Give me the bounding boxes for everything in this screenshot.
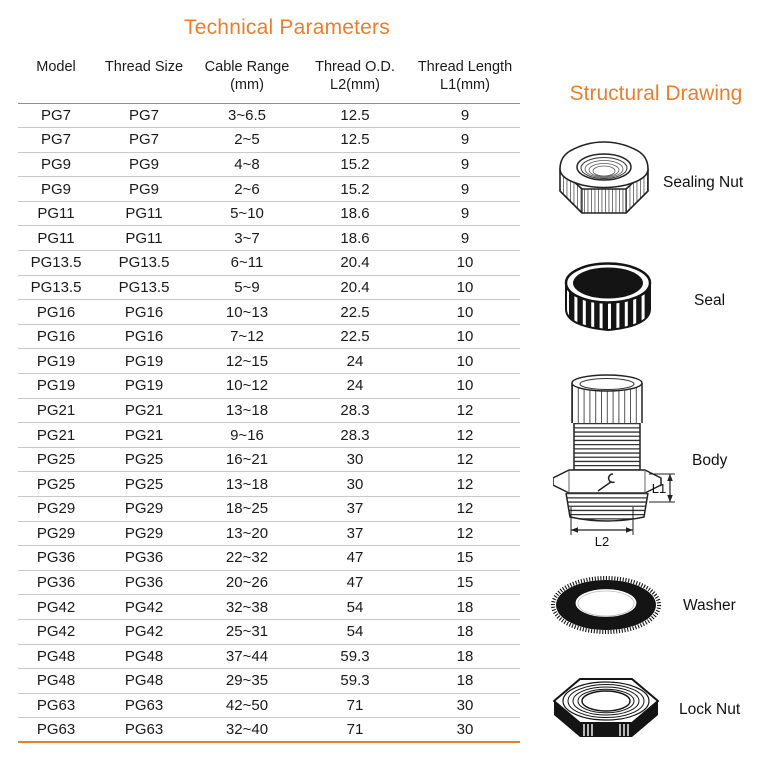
table-cell: PG48 — [18, 644, 94, 669]
table-cell: 4~8 — [194, 152, 300, 177]
table-row — [18, 349, 520, 374]
table-cell: PG16 — [18, 324, 94, 349]
table-cell: PG29 — [18, 497, 94, 522]
washer-illustration — [550, 574, 662, 636]
table-cell: 29~35 — [194, 669, 300, 694]
table-row — [18, 472, 520, 497]
table-cell: 10 — [410, 324, 520, 349]
table-cell: 30 — [410, 718, 520, 743]
table-cell: 12 — [410, 472, 520, 497]
col-header-cable-range — [194, 56, 300, 103]
sealing-nut-icon — [556, 127, 652, 227]
table-cell: 18 — [410, 619, 520, 644]
table-cell: 16~21 — [194, 447, 300, 472]
table-cell: 22~32 — [194, 546, 300, 571]
table-cell: PG25 — [94, 447, 194, 472]
table-cell: PG29 — [94, 521, 194, 546]
table-row — [18, 300, 520, 325]
table-cell: 30 — [300, 447, 410, 472]
table-cell: PG21 — [94, 398, 194, 423]
table-cell: 12 — [410, 398, 520, 423]
table-row — [18, 718, 520, 743]
washer-icon — [550, 574, 662, 636]
table-row — [18, 103, 520, 128]
table-cell: 47 — [300, 570, 410, 595]
table-cell: PG63 — [18, 693, 94, 718]
parameters-table — [18, 56, 520, 743]
table-cell: 15.2 — [300, 177, 410, 202]
table-cell: PG9 — [94, 152, 194, 177]
seal-label: Seal — [694, 292, 726, 309]
table-row — [18, 201, 520, 226]
table-cell: 9 — [410, 201, 520, 226]
table-cell: 12 — [410, 521, 520, 546]
table-cell: 3~7 — [194, 226, 300, 251]
table-cell: 30 — [410, 693, 520, 718]
table-cell: 18.6 — [300, 201, 410, 226]
table-cell: 12.5 — [300, 103, 410, 128]
table-cell: PG48 — [94, 669, 194, 694]
col-header-line: Thread Length — [417, 59, 513, 75]
table-cell: PG48 — [94, 644, 194, 669]
table-cell: 5~9 — [194, 275, 300, 300]
table-cell: 22.5 — [300, 300, 410, 325]
table-cell: PG19 — [18, 349, 94, 374]
table-row — [18, 152, 520, 177]
table-cell: 10~13 — [194, 300, 300, 325]
col-header-thread-size — [94, 56, 194, 103]
lock-nut-label: Lock Nut — [679, 701, 741, 718]
col-header-line: L1(mm) — [440, 77, 490, 93]
table-cell: 20~26 — [194, 570, 300, 595]
table-cell: PG21 — [18, 423, 94, 448]
table-row — [18, 669, 520, 694]
table-cell: PG16 — [94, 324, 194, 349]
table-cell: PG36 — [18, 546, 94, 571]
table-cell: 18.6 — [300, 226, 410, 251]
col-header-model — [18, 56, 94, 103]
col-header-line: Cable Range — [204, 59, 290, 75]
table-cell: 54 — [300, 595, 410, 620]
table-cell: 5~10 — [194, 201, 300, 226]
table-cell: 37 — [300, 521, 410, 546]
table-cell: 42~50 — [194, 693, 300, 718]
table-cell: PG21 — [18, 398, 94, 423]
table-cell: 15 — [410, 546, 520, 571]
table-cell: 13~18 — [194, 472, 300, 497]
table-cell: 13~20 — [194, 521, 300, 546]
table-cell: 59.3 — [300, 644, 410, 669]
table-row — [18, 423, 520, 448]
structural-drawing-title: Structural Drawing — [569, 82, 743, 105]
table-cell: 10~12 — [194, 374, 300, 399]
table-row — [18, 619, 520, 644]
washer-label: Washer — [683, 597, 736, 614]
table-cell: PG16 — [94, 300, 194, 325]
table-cell: PG19 — [94, 374, 194, 399]
table-cell: 32~38 — [194, 595, 300, 620]
table-cell: PG63 — [94, 693, 194, 718]
table-cell: PG9 — [18, 152, 94, 177]
sealing-nut-illustration — [556, 127, 652, 227]
table-cell: PG25 — [18, 472, 94, 497]
table-cell: 37~44 — [194, 644, 300, 669]
table-cell: 3~6.5 — [194, 103, 300, 128]
table-cell: 12~15 — [194, 349, 300, 374]
table-cell: PG19 — [18, 374, 94, 399]
table-cell: PG9 — [94, 177, 194, 202]
table-row — [18, 398, 520, 423]
table-cell: PG13.5 — [94, 275, 194, 300]
table-row — [18, 128, 520, 153]
col-header-line: (mm) — [230, 77, 264, 93]
lock-nut-icon — [550, 663, 662, 745]
table-row — [18, 570, 520, 595]
table-cell: 20.4 — [300, 251, 410, 276]
table-cell: PG42 — [18, 595, 94, 620]
table-row — [18, 693, 520, 718]
sealing-nut-label: Sealing Nut — [663, 174, 744, 191]
table-cell: 47 — [300, 546, 410, 571]
table-cell: 10 — [410, 251, 520, 276]
table-cell: PG25 — [18, 447, 94, 472]
table-row — [18, 447, 520, 472]
table-cell: 28.3 — [300, 398, 410, 423]
table-cell: PG36 — [94, 570, 194, 595]
table-cell: PG36 — [94, 546, 194, 571]
table-cell: PG7 — [18, 103, 94, 128]
table-cell: 37 — [300, 497, 410, 522]
table-cell: PG63 — [94, 718, 194, 743]
table-row — [18, 497, 520, 522]
table-cell: 7~12 — [194, 324, 300, 349]
table-cell: 6~11 — [194, 251, 300, 276]
table-cell: 28.3 — [300, 423, 410, 448]
table-cell: 18~25 — [194, 497, 300, 522]
table-cell: 54 — [300, 619, 410, 644]
table-cell: 12.5 — [300, 128, 410, 153]
col-header-line: Thread Size — [104, 59, 184, 75]
table-cell: PG42 — [94, 619, 194, 644]
table-cell: 24 — [300, 374, 410, 399]
table-cell: 18 — [410, 669, 520, 694]
table-cell: 71 — [300, 693, 410, 718]
table-row — [18, 251, 520, 276]
table-cell: 12 — [410, 447, 520, 472]
body-label: Body — [692, 452, 728, 469]
col-header-thread-od — [300, 56, 410, 103]
table-cell: 15.2 — [300, 152, 410, 177]
col-header-thread-length — [410, 56, 520, 103]
body-icon — [553, 372, 678, 548]
table-cell: 9 — [410, 103, 520, 128]
table-cell: 32~40 — [194, 718, 300, 743]
table-cell: 2~5 — [194, 128, 300, 153]
table-cell: 20.4 — [300, 275, 410, 300]
col-header-line: Thread O.D. — [315, 59, 395, 75]
table-cell: PG7 — [94, 103, 194, 128]
table-cell: PG36 — [18, 570, 94, 595]
table-row — [18, 275, 520, 300]
table-header — [18, 56, 520, 103]
body-illustration — [553, 372, 678, 548]
table-cell: PG16 — [18, 300, 94, 325]
table-cell: 59.3 — [300, 669, 410, 694]
table-cell: PG42 — [18, 619, 94, 644]
table-cell: PG25 — [94, 472, 194, 497]
table-cell: PG19 — [94, 349, 194, 374]
table-cell: PG11 — [18, 226, 94, 251]
table-cell: 25~31 — [194, 619, 300, 644]
table-row — [18, 177, 520, 202]
table-cell: PG11 — [94, 201, 194, 226]
table-cell: 9 — [410, 128, 520, 153]
table-cell: PG11 — [94, 226, 194, 251]
table-cell: 2~6 — [194, 177, 300, 202]
table-row — [18, 226, 520, 251]
table-cell: PG21 — [94, 423, 194, 448]
body-dim-l1-label: L1 — [651, 481, 667, 496]
lock-nut-illustration — [550, 663, 662, 745]
table-cell: 10 — [410, 349, 520, 374]
table-cell: 12 — [410, 497, 520, 522]
table-cell: PG11 — [18, 201, 94, 226]
table-cell: 71 — [300, 718, 410, 743]
technical-parameters-title: Technical Parameters — [184, 16, 390, 39]
table-cell: 18 — [410, 644, 520, 669]
table-cell: 12 — [410, 423, 520, 448]
table-row — [18, 521, 520, 546]
table-cell: 30 — [300, 472, 410, 497]
table-cell: PG13.5 — [18, 251, 94, 276]
table-cell: PG7 — [94, 128, 194, 153]
table-cell: 15 — [410, 570, 520, 595]
table-cell: PG48 — [18, 669, 94, 694]
table-cell: PG13.5 — [94, 251, 194, 276]
table-row — [18, 374, 520, 399]
table-cell: PG29 — [18, 521, 94, 546]
table-cell: PG29 — [94, 497, 194, 522]
seal-illustration — [561, 254, 655, 344]
table-cell: 9 — [410, 226, 520, 251]
table-cell: 10 — [410, 374, 520, 399]
table-cell: 9~16 — [194, 423, 300, 448]
col-header-line: Model — [36, 59, 76, 75]
table-cell: 18 — [410, 595, 520, 620]
table-header-row — [18, 56, 520, 103]
table-cell: 10 — [410, 275, 520, 300]
body-dim-l2-label: L2 — [594, 534, 610, 548]
table-row — [18, 644, 520, 669]
table-body — [18, 103, 520, 742]
table-cell: PG42 — [94, 595, 194, 620]
table-cell: PG13.5 — [18, 275, 94, 300]
table-row — [18, 324, 520, 349]
table-cell: 24 — [300, 349, 410, 374]
table-cell: PG9 — [18, 177, 94, 202]
table-cell: PG7 — [18, 128, 94, 153]
table-cell: 10 — [410, 300, 520, 325]
table-row — [18, 595, 520, 620]
col-header-line: L2(mm) — [330, 77, 380, 93]
table-cell: 13~18 — [194, 398, 300, 423]
table-cell: PG63 — [18, 718, 94, 743]
table-cell: 22.5 — [300, 324, 410, 349]
table-cell: 9 — [410, 152, 520, 177]
table-row — [18, 546, 520, 571]
table-cell: 9 — [410, 177, 520, 202]
seal-icon — [561, 254, 655, 344]
